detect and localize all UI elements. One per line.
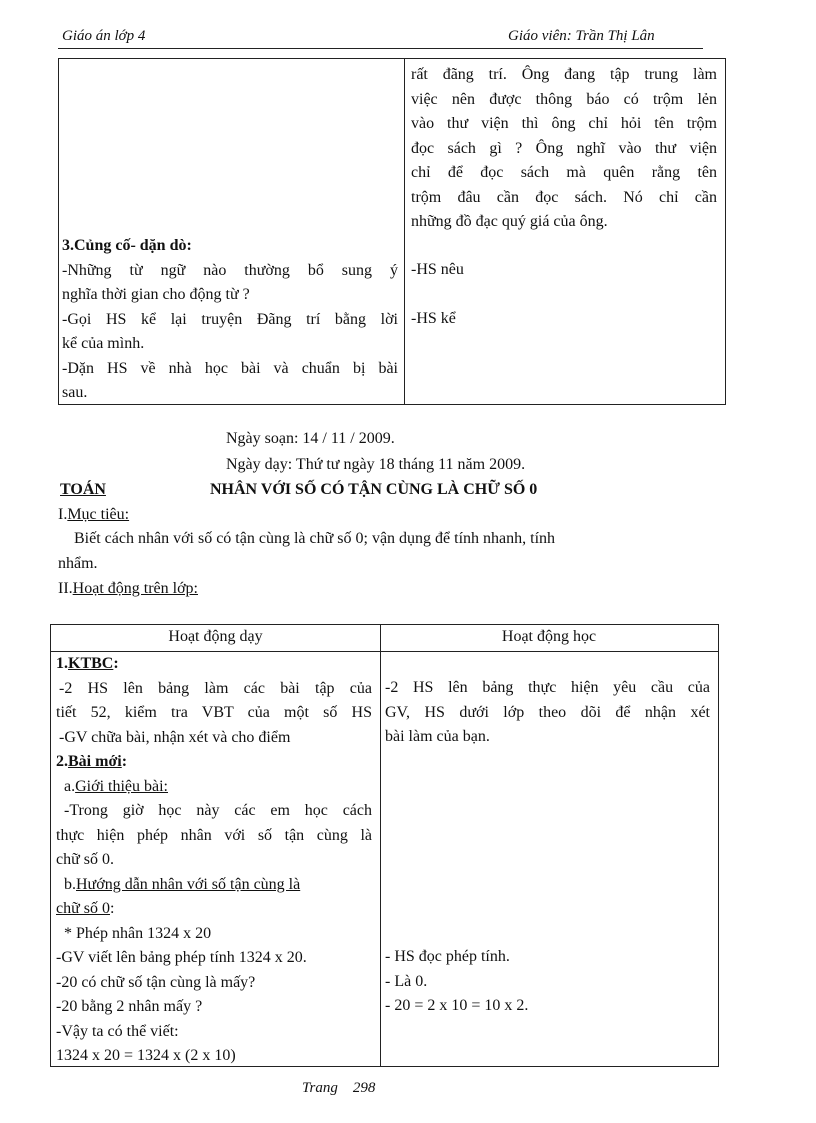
header-right: Giáo viên: Trần Thị Lân xyxy=(508,28,655,44)
header-left: Giáo án lớp 4 xyxy=(62,28,146,44)
text-line: - 20 = 2 x 10 = 10 x 2. xyxy=(385,997,529,1014)
text-line: - HS đọc phép tính. xyxy=(385,948,510,965)
text-line: -Vậy ta có thể viết: xyxy=(56,1022,179,1040)
text-line: -2 HS lên bảng thực hiện yêu cầu của xyxy=(385,679,710,696)
lesson-title: NHÂN VỚI SỐ CÓ TẬN CÙNG LÀ CHỮ SỐ 0 xyxy=(210,481,538,498)
subject: TOÁN xyxy=(60,481,106,498)
text-line: 1324 x 20 = 1324 x (2 x 10) xyxy=(56,1047,236,1064)
learning-column-ktbc xyxy=(385,676,710,750)
objective-heading: I.Mục tiêu: xyxy=(58,506,130,523)
text-line: GV, HS dưới lớp theo dõi để nhận xét xyxy=(385,703,710,721)
text-line: -Trong giờ học này các em học cách xyxy=(64,802,372,819)
text-line: thực hiện phép nhân với số tận cùng là xyxy=(56,826,372,844)
objective-line-2: nhẩm. xyxy=(58,555,98,572)
text-line: -GV viết lên bảng phép tính 1324 x 20. xyxy=(56,949,307,966)
teaching-column xyxy=(56,652,372,1069)
text-line: chữ số 0. xyxy=(56,851,114,868)
page-number: 298 xyxy=(352,1080,376,1096)
text-line: việc nên được thông báo có trộm lẻn xyxy=(411,90,717,108)
table1-right-answer-1: -HS nêu xyxy=(411,261,464,278)
page-footer xyxy=(302,1080,375,1097)
table1-right-answer-2: -HS kể xyxy=(411,310,456,327)
text-line: bài làm của bạn. xyxy=(385,728,490,745)
text-line: -Dặn HS về nhà học bài và chuẩn bị bài xyxy=(62,359,398,377)
date-taught: Ngày dạy: Thứ tư ngày 18 tháng 11 năm 2009. xyxy=(226,456,526,473)
activities-heading: II.Hoạt động trên lớp: xyxy=(58,580,198,597)
text-line: rất đãng trí. Ông đang tập trung làm xyxy=(411,66,717,83)
text-line: * Phép nhân 1324 x 20 xyxy=(64,924,212,942)
col-header-learning: Hoạt động học xyxy=(501,628,597,645)
text-line: -2 HS lên bảng làm các bài tập của xyxy=(59,679,372,697)
text-line: - Là 0. xyxy=(385,972,428,990)
new-lesson-heading: 2.Bài mới: xyxy=(56,753,128,770)
ktbc-heading: 1.KTBC: xyxy=(56,655,119,672)
text-line: vào thư viện thì ông chỉ hỏi tên trộm xyxy=(411,115,717,132)
activities-table-divider xyxy=(380,624,381,1066)
text-line: tiết 52, kiểm tra VBT của một số HS xyxy=(56,704,372,721)
text-line: -20 có chữ số tận cùng là mấy? xyxy=(56,973,256,991)
table-continuation-divider xyxy=(404,58,405,404)
text-line: sau. xyxy=(62,384,88,401)
guide-heading-continued: chữ số 0: xyxy=(56,900,115,917)
text-line: trộm đâu cần đọc sách. Nó chỉ cần xyxy=(411,188,717,206)
header-rule xyxy=(58,48,703,49)
text-line: -Những từ ngữ nào thường bổ sung ý xyxy=(62,261,398,279)
col-header-teaching: Hoạt động dạy xyxy=(168,628,263,645)
section-title: 3.Củng cố- dặn dò: xyxy=(62,237,192,254)
intro-heading: a.Giới thiệu bài: xyxy=(64,777,168,795)
text-line: -20 bằng 2 nhân mấy ? xyxy=(56,998,203,1015)
text-line: đọc sách gì ? Ông nghĩ vào thư viện xyxy=(411,139,717,157)
table1-right-text xyxy=(411,63,717,235)
guide-heading: b.Hướng dẫn nhân với số tận cùng là xyxy=(64,875,301,893)
text-line: kể của mình. xyxy=(62,335,145,352)
objective-line-1: Biết cách nhân với số có tận cùng là chữ số 0; vận dụng để tính nhanh, tính xyxy=(74,530,556,547)
date-prepared: Ngày soạn: 14 / 11 / 2009. xyxy=(226,430,395,447)
table1-left-text xyxy=(62,234,398,406)
text-line: -GV chữa bài, nhận xét và cho điểm xyxy=(59,728,291,746)
text-line: -Gọi HS kể lại truyện Đãng trí bằng lời xyxy=(62,310,398,328)
text-line: nghĩa thời gian cho động từ ? xyxy=(62,286,250,303)
text-line: chỉ để đọc sách mà quên rằng tên xyxy=(411,164,717,181)
text-line: những đồ đạc quý giá của ông. xyxy=(411,213,608,230)
footer-label: Trang xyxy=(302,1080,338,1096)
learning-column-steps xyxy=(385,945,710,1019)
